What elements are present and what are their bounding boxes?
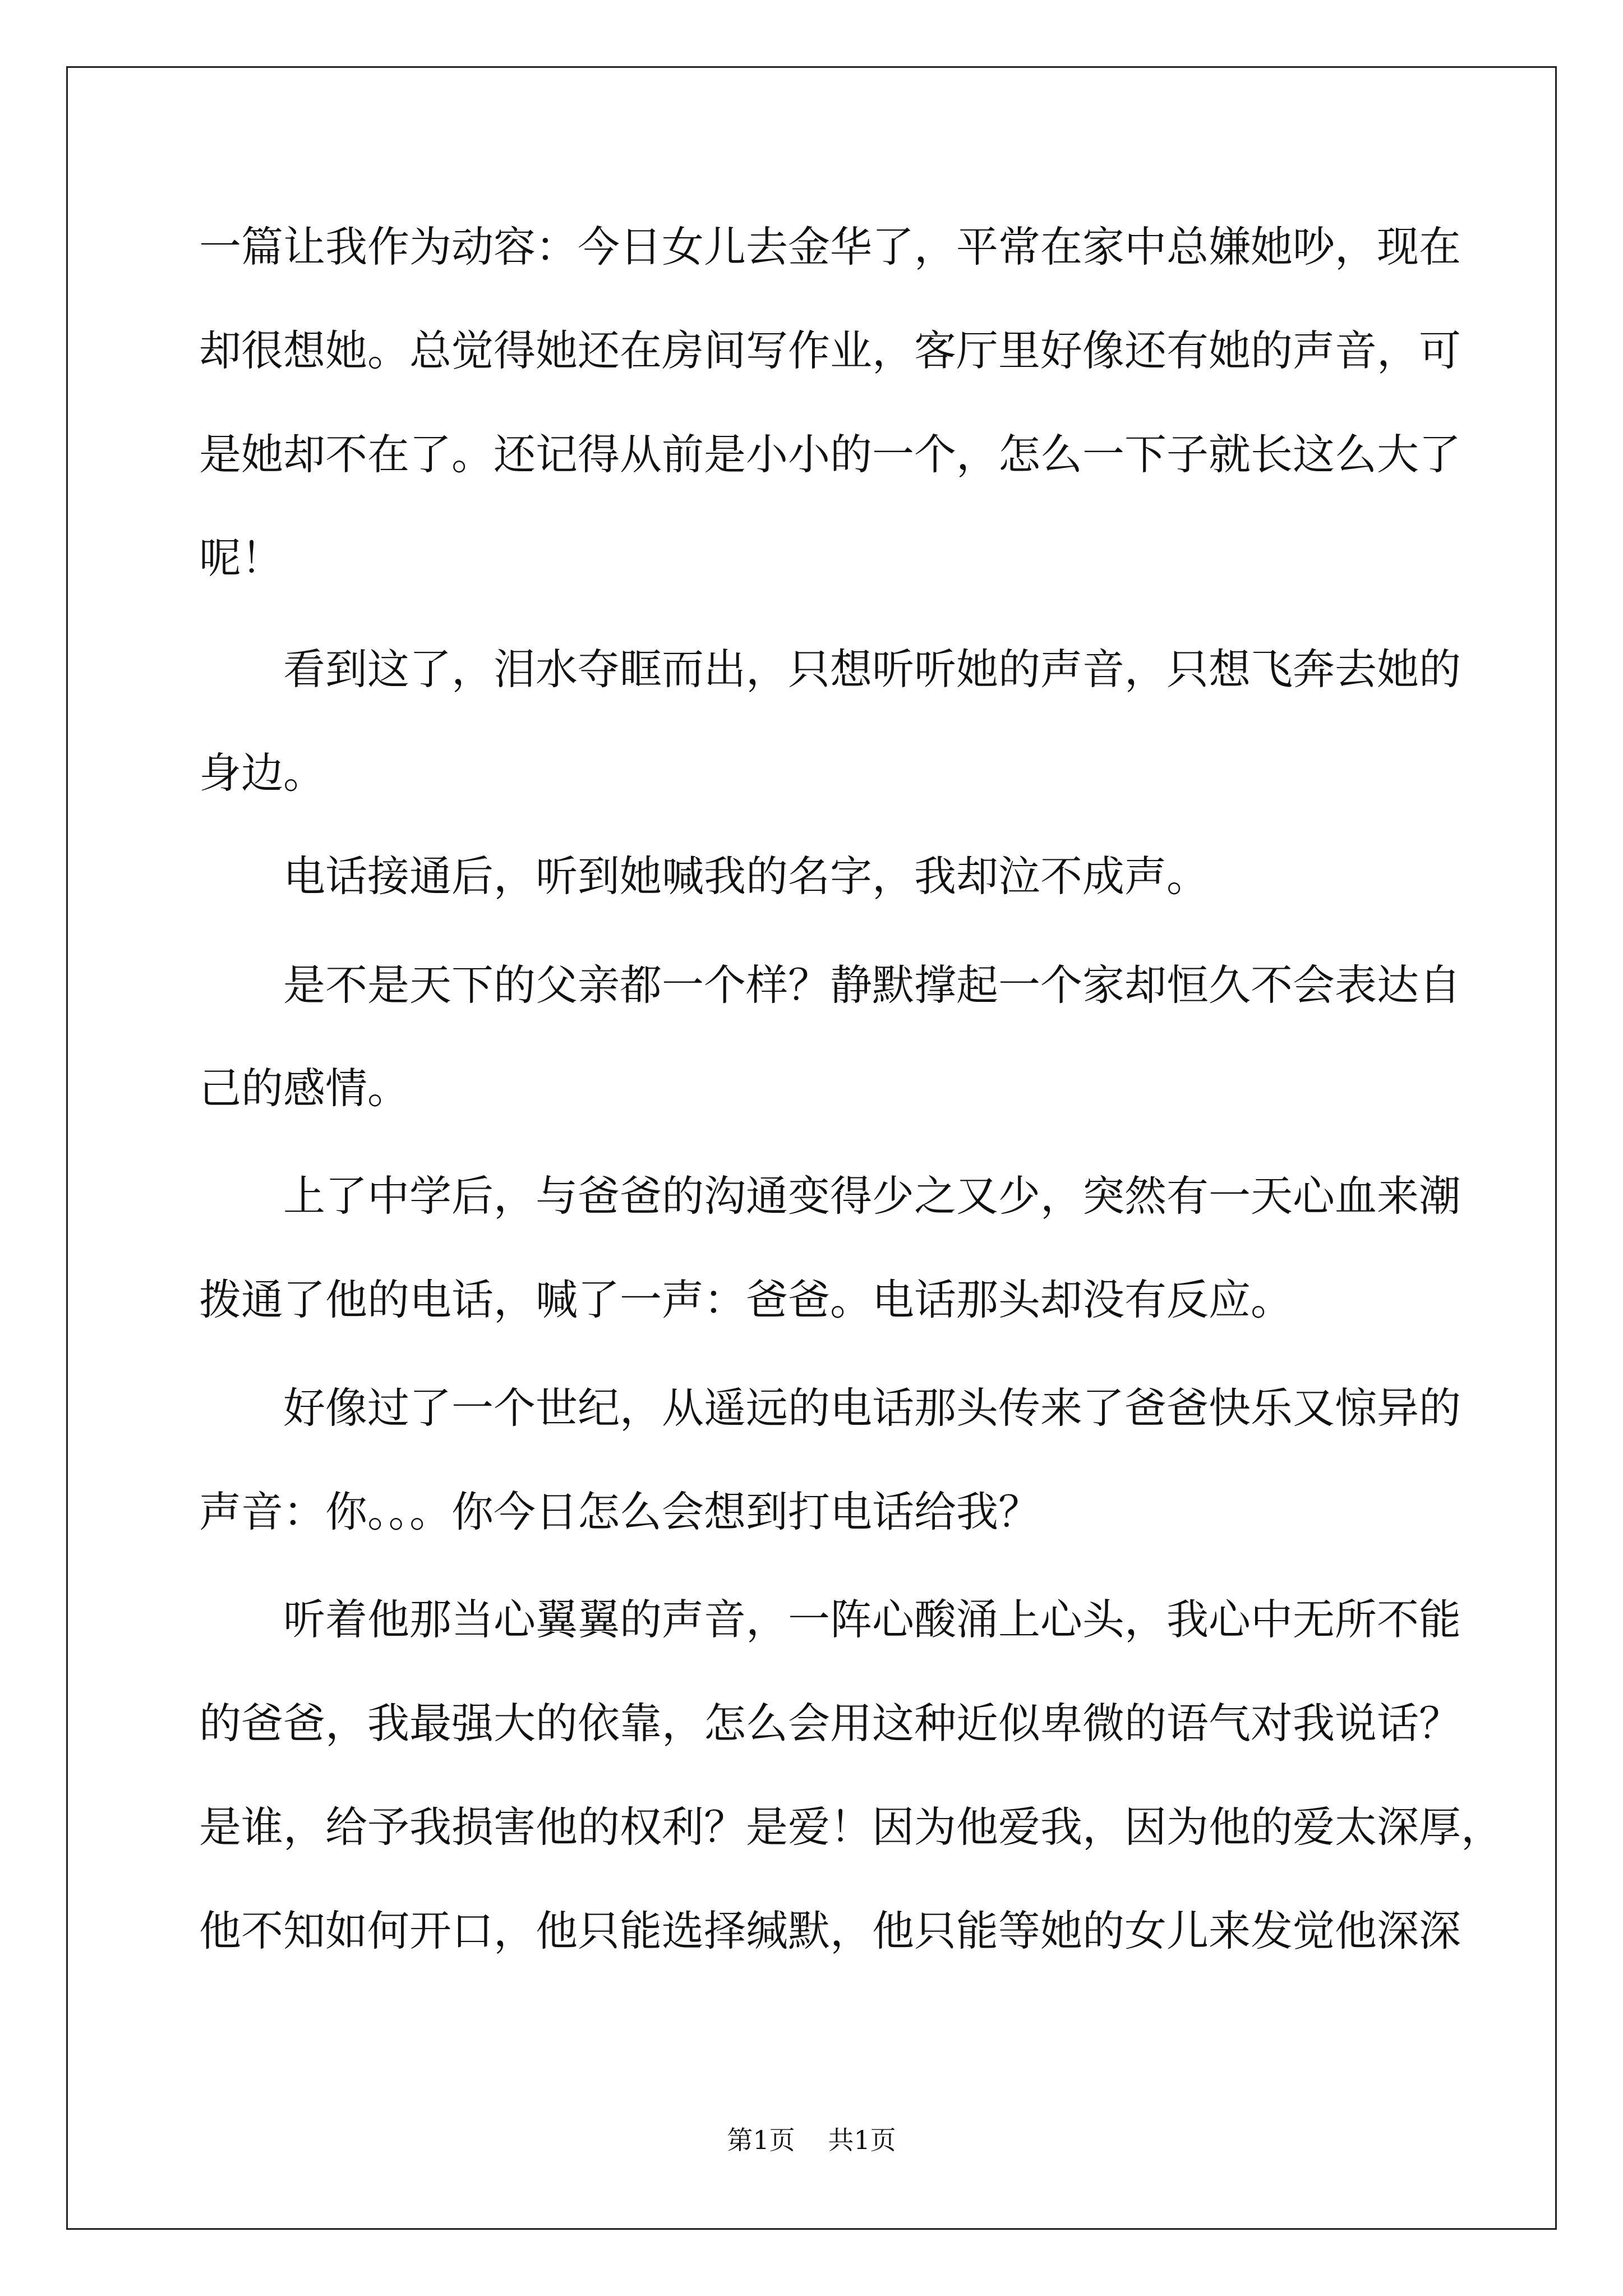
text-line: 却很想她。总觉得她还在房间写作业，客厅里好像还有她的声音，可	[199, 326, 1461, 375]
text-line: 的爸爸，我最强大的依靠，怎么会用这种近似卑微的语气对我说话？	[199, 1699, 1461, 1748]
text-line: 他不知如何开口，他只能选择缄默，他只能等她的女儿来发觉他深深	[199, 1906, 1461, 1955]
text-line: 是谁，给予我损害他的权利？是爱！因为他爱我，因为他的爱太深厚，	[199, 1802, 1504, 1852]
text-line: 看到这了，泪水夺眶而出，只想听听她的声音，只想飞奔去她的	[283, 645, 1461, 694]
text-line: 好像过了一个世纪，从遥远的电话那头传来了爸爸快乐又惊异的	[283, 1383, 1461, 1433]
text-line: 拨通了他的电话，喊了一声：爸爸。电话那头却没有反应。	[199, 1275, 1293, 1324]
text-line: 己的感情。	[199, 1064, 410, 1113]
text-line: 声音：你。。。你今日怎么会想到打电话给我？	[199, 1487, 1041, 1536]
page-total: 共1页	[828, 2125, 896, 2155]
text-line: 是不是天下的父亲都一个样？静默撑起一个家却恒久不会表达自	[283, 960, 1461, 1010]
text-line: 呢！	[199, 533, 284, 583]
text-line: 身边。	[199, 748, 326, 798]
text-line: 电话接通后，听到她喊我的名字，我却泣不成声。	[283, 852, 1209, 901]
text-line: 是她却不在了。还记得从前是小小的一个，怎么一下子就长这么大了	[199, 430, 1461, 479]
text-line: 一篇让我作为动容：今日女儿去金华了，平常在家中总嫌她吵，现在	[199, 222, 1461, 272]
page-number: 第1页	[727, 2125, 795, 2155]
text-line: 上了中学后，与爸爸的沟通变得少之又少，突然有一天心血来潮	[283, 1171, 1461, 1221]
text-line: 听着他那当心翼翼的声音，一阵心酸涌上心头，我心中无所不能	[283, 1595, 1461, 1644]
page-footer	[0, 2123, 1623, 2157]
